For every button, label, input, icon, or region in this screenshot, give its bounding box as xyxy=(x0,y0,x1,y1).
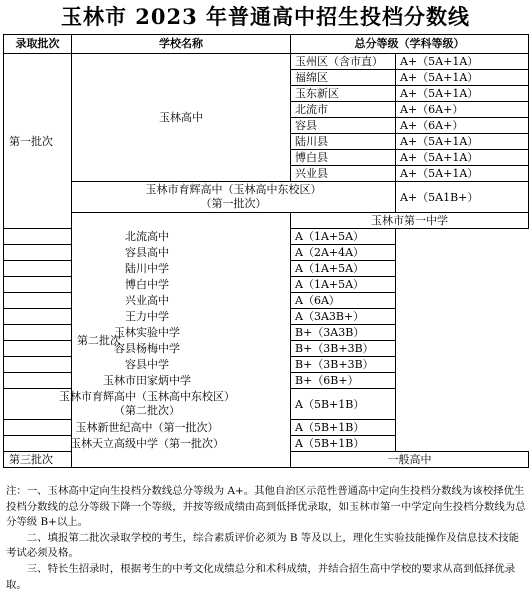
district-name: 容县 xyxy=(291,118,396,134)
district-name: 玉东新区 xyxy=(291,86,396,102)
grade-value: A+（5A+1A） xyxy=(396,70,529,86)
grade-value: A+（6A+） xyxy=(396,102,529,118)
table-row xyxy=(4,213,529,229)
grade-value: B+（3A3B） xyxy=(291,325,396,341)
district-name: 陆川县 xyxy=(291,134,396,150)
header-school: 学校名称 xyxy=(72,35,291,54)
school-name-line: 玉林市育辉高中（玉林高中东校区） xyxy=(59,390,235,403)
batch-label: 第一批次 xyxy=(4,54,72,229)
school-name: 容县杨梅中学 xyxy=(4,341,291,357)
table-row xyxy=(4,245,529,261)
table-row xyxy=(4,54,529,70)
school-name: 容县中学 xyxy=(4,357,291,373)
district-name: 北流市 xyxy=(291,102,396,118)
table-row xyxy=(4,389,529,420)
grade-value: A（2A+4A） xyxy=(291,245,396,261)
header-grade: 总分等级（学科等级） xyxy=(291,35,529,54)
notes xyxy=(6,484,526,593)
note-paragraph: 三、特长生招录时，根据考生的中考文化成绩总分和术科成绩，并结合招生高中学校的要求从高到低择优录取。 xyxy=(6,562,516,591)
grade-value: A（5B+1B） xyxy=(291,436,396,452)
grade-value: A（5B+1B） xyxy=(291,389,396,420)
school-name: 一般高中 xyxy=(291,452,529,468)
school-name: 玉林实验中学 xyxy=(4,325,291,341)
grade-value: A（3A3B+） xyxy=(291,309,396,325)
grade-value: A+（5A+1A） xyxy=(396,166,529,182)
district-name: 兴业县 xyxy=(291,166,396,182)
school-name-line: （第一批次） xyxy=(200,197,267,210)
school-name xyxy=(4,389,291,420)
table-row xyxy=(4,229,529,245)
district-name: 博白县 xyxy=(291,150,396,166)
grade-value: A+（6A+） xyxy=(396,118,529,134)
school-name: 玉林新世纪高中（第一批次） xyxy=(4,420,291,436)
grade-value: A+（5A+1A） xyxy=(396,54,529,70)
batch-label: 第二批次 xyxy=(72,213,291,468)
grade-value: B+（6B+） xyxy=(291,373,396,389)
batch-label: 第三批次 xyxy=(4,452,72,468)
school-name: 兴业高中 xyxy=(4,293,291,309)
school-name xyxy=(72,182,396,213)
grade-value: A+（5A+1A） xyxy=(396,134,529,150)
district-name: 玉州区（含市直） xyxy=(291,54,396,70)
page-title: 玉林市 2023 年普通高中招生投档分数线 xyxy=(60,4,471,29)
school-name: 陆川中学 xyxy=(4,261,291,277)
grade-value: A（1A+5A） xyxy=(291,229,396,245)
school-name-line: 玉林市育辉高中（玉林高中东校区） xyxy=(145,183,322,196)
table-row xyxy=(4,309,529,325)
table-row xyxy=(4,261,529,277)
school-name-line: （第二批次） xyxy=(114,404,180,417)
grade-value: A（1A+5A） xyxy=(291,277,396,293)
school-name: 容县高中 xyxy=(4,245,291,261)
grade-value: A+（5A+1A） xyxy=(396,86,529,102)
grade-value: A（6A） xyxy=(291,293,396,309)
table-row xyxy=(4,436,529,452)
table-row xyxy=(4,277,529,293)
grade-value: A（5B+1B） xyxy=(291,420,396,436)
grade-value: B+（3B+3B） xyxy=(291,341,396,357)
grade-value: A+（5A1B+） xyxy=(396,182,529,213)
school-name: 王力中学 xyxy=(4,309,291,325)
grade-value: A+（5A+1A） xyxy=(396,150,529,166)
table-row xyxy=(4,293,529,309)
table-row xyxy=(4,373,529,389)
header-batch: 录取批次 xyxy=(4,35,72,54)
grade-value: B+（3B+3B） xyxy=(291,357,396,373)
school-name: 北流高中 xyxy=(4,229,291,245)
school-name: 玉林天立高级中学（第一批次） xyxy=(4,436,291,452)
note-paragraph: 二、填报第二批次录取学校的考生，综合素质评价必须为 B 等及以上，理化生实验技能操作及信息技术技能考试必须及格。 xyxy=(6,531,520,560)
table-header-row xyxy=(4,35,529,54)
table-row xyxy=(4,420,529,436)
note-paragraph: 注：一、玉林高中定向生投档分数线总分等级为 A+。其他自治区示范性普通高中定向生投档分数线为该校择优生投档分数线的总分等级下降一个等级，并按等级成绩由高到低择优录取，如玉林市第一中学定向生投档分数线为总分等级 B+以上。 xyxy=(6,485,526,529)
district-name: 福绵区 xyxy=(291,70,396,86)
school-name: 玉林市田家炳中学 xyxy=(4,373,291,389)
table-row xyxy=(4,182,529,213)
school-name: 博白中学 xyxy=(4,277,291,293)
table-row xyxy=(4,357,529,373)
grade-value: A（1A+5A） xyxy=(291,261,396,277)
school-name: 玉林市第一中学 xyxy=(291,213,529,229)
score-table xyxy=(3,34,529,468)
school-name: 玉林高中 xyxy=(72,54,291,182)
